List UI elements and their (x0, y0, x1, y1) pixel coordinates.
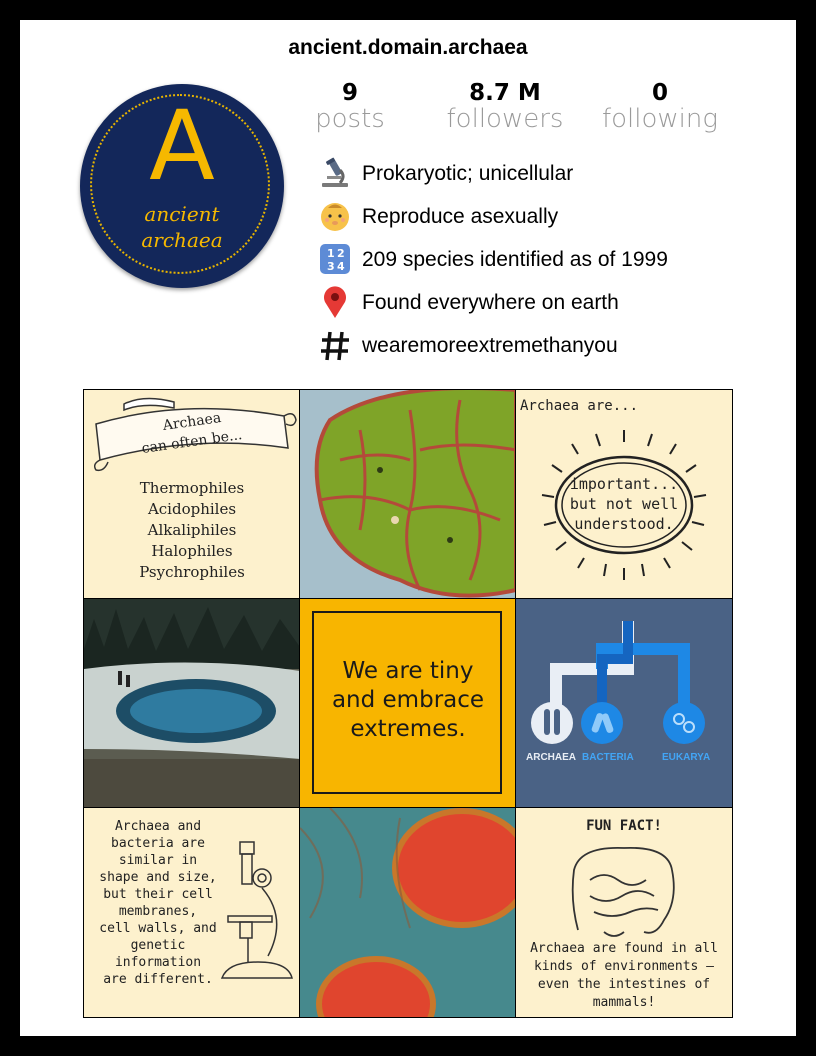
profile-stats (310, 80, 730, 140)
text-line: information (114, 955, 202, 970)
post-4-hot-spring-photo[interactable] (84, 599, 300, 808)
avatar-word-1: ancient (144, 202, 220, 226)
text-line: kinds of environments – (533, 959, 714, 974)
following-label: following (602, 104, 718, 134)
banner-line-1: Archaea (161, 409, 223, 435)
fun-fact-heading: FUN FACT! (586, 818, 662, 834)
profile-avatar[interactable] (80, 84, 284, 288)
eukarya-label: EUKARYA (662, 752, 711, 763)
list-item: Halophiles (151, 542, 233, 560)
frame-line: understood. (574, 515, 674, 533)
bio-line (318, 328, 778, 371)
archaea-label: ARCHAEA (526, 752, 576, 763)
bio-line (318, 199, 778, 242)
baby-icon (318, 199, 352, 233)
posts-stat[interactable] (300, 80, 400, 134)
posts-count: 9 (341, 80, 358, 106)
list-item: Psychrophiles (139, 563, 245, 581)
quote-line: We are tiny (342, 658, 474, 684)
post-6-phylogeny[interactable] (516, 599, 732, 808)
text-line: even the intestines of (537, 977, 711, 992)
text-line: Archaea and (114, 819, 202, 834)
profile-bio (318, 156, 778, 371)
frame-line: but not well (569, 495, 679, 513)
avatar-letter: A (149, 90, 215, 202)
post-9[interactable] (516, 808, 732, 1017)
bacteria-label: BACTERIA (582, 752, 634, 763)
numbers-icon (318, 242, 352, 276)
post-7[interactable] (84, 808, 300, 1017)
intestines-icon (564, 840, 684, 940)
microscope-drawing-icon (218, 838, 298, 988)
bio-line (318, 242, 778, 285)
post-heading: Archaea are... (520, 398, 639, 414)
bio-text: Found everywhere on earth (362, 291, 619, 314)
bio-text: Prokaryotic; unicellular (362, 162, 574, 185)
text-line: Archaea are found in all (530, 941, 718, 956)
text-line: cell walls, and (99, 921, 217, 936)
bio-line (318, 156, 778, 199)
bio-text: wearemoreextremethanyou (362, 334, 618, 357)
bio-line (318, 285, 778, 328)
text-line: but their cell (103, 887, 213, 902)
post-3[interactable] (516, 390, 732, 599)
banner-line-2: can often be... (140, 427, 244, 457)
comparison-text (84, 818, 232, 988)
profile-username[interactable]: ancient.domain.archaea (288, 36, 528, 59)
bio-text: 209 species identified as of 1999 (362, 248, 668, 271)
text-line: genetic (130, 938, 186, 953)
text-line: shape and size, (99, 870, 217, 885)
fun-fact-text (516, 940, 732, 1012)
red-cells-image (300, 808, 516, 1017)
green-cells-image (300, 390, 516, 599)
text-line: membranes, (118, 904, 198, 919)
list-item: Alkaliphiles (147, 521, 237, 539)
tree-of-life-icon (516, 599, 732, 808)
post-grid (83, 389, 733, 1018)
hashtag-icon (318, 328, 352, 362)
text-line: bacteria are (111, 836, 205, 851)
list-item: Acidophiles (147, 500, 237, 518)
followers-label: followers (446, 104, 564, 134)
post-1[interactable] (84, 390, 300, 599)
following-count: 0 (651, 80, 668, 106)
quote-text (300, 657, 516, 744)
post-8-red-cells-photo[interactable] (300, 808, 516, 1017)
frame-text (516, 474, 732, 534)
text-line: similar in (118, 853, 198, 868)
location-pin-icon (318, 285, 352, 319)
svg-text:4: 4 (337, 260, 345, 273)
svg-text:1: 1 (327, 247, 335, 260)
svg-text:3: 3 (327, 260, 335, 273)
text-line: are different. (103, 972, 213, 987)
list-item: Thermophiles (139, 479, 245, 497)
posts-label: posts (315, 104, 385, 134)
quote-line: and embrace (331, 687, 485, 713)
followers-count: 8.7 M (469, 80, 541, 106)
post-5[interactable] (300, 599, 516, 808)
following-stat[interactable] (595, 80, 725, 134)
followers-stat[interactable] (440, 80, 570, 134)
microscope-icon (318, 156, 352, 190)
text-line: mammals! (592, 995, 656, 1010)
post-2-cells-photo[interactable] (300, 390, 516, 599)
svg-text:2: 2 (337, 247, 345, 260)
avatar-word-2: archaea (141, 228, 223, 252)
extremophile-list (84, 478, 300, 583)
frame-line: important... (569, 475, 679, 493)
profile-page (20, 20, 796, 1036)
bio-text: Reproduce asexually (362, 205, 559, 228)
quote-line: extremes. (350, 716, 466, 742)
hot-spring-image (84, 599, 300, 808)
